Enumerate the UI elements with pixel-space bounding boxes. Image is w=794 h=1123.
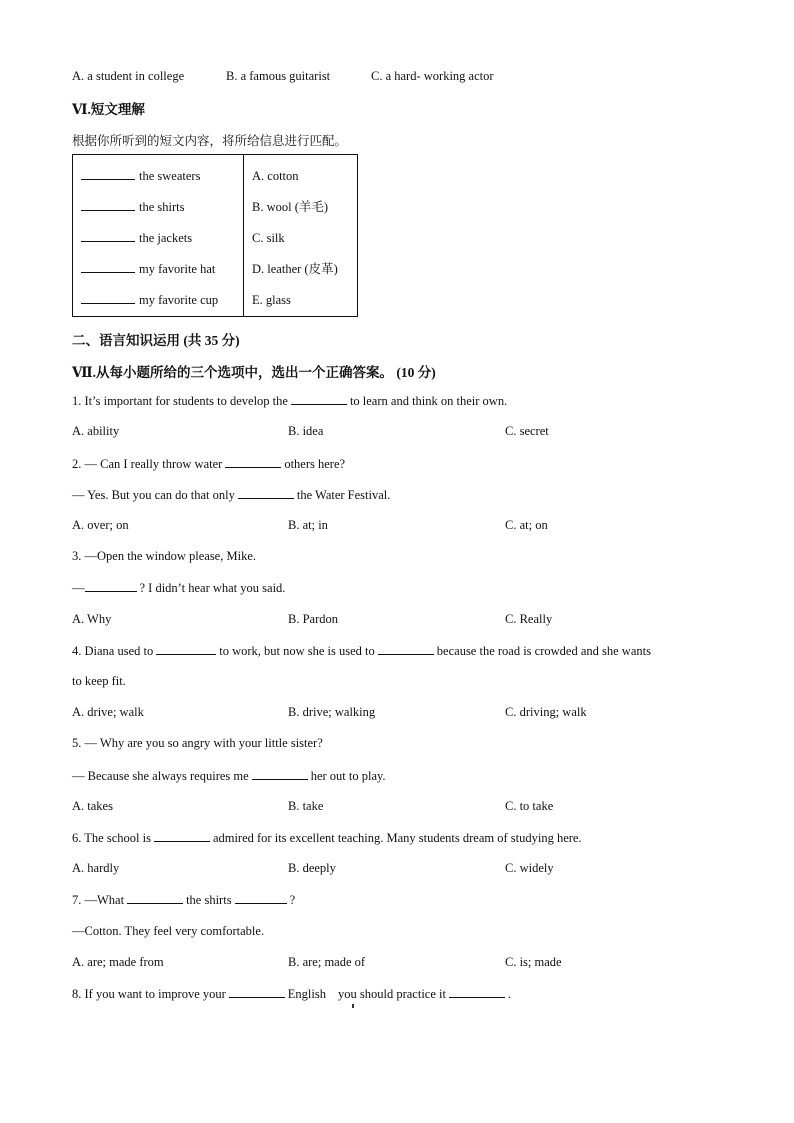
answer-blank[interactable]	[238, 487, 294, 499]
matching-right-item: B. wool (羊毛)	[252, 200, 329, 214]
q5-option-a: A. takes	[72, 799, 113, 813]
section-vii-title: Ⅶ.从每小题所给的三个选项中，选出一个正确答案。 (10 分)	[72, 365, 436, 380]
q1-option-b: B. idea	[288, 424, 324, 438]
q7-option-a: A. are; made from	[72, 955, 164, 969]
answer-blank[interactable]	[81, 289, 135, 304]
matching-right-column	[244, 155, 358, 317]
question-6: 6. The school is admired for its excellent teaching. Many students dream of studying here.	[72, 831, 582, 845]
q4-option-a: A. drive; walk	[72, 705, 144, 719]
q3-option-a: A. Why	[72, 612, 112, 626]
question-5-line-1: 5. — Why are you so angry with your little sister?	[72, 736, 323, 750]
q2-option-a: A. over; on	[72, 518, 129, 532]
answer-blank[interactable]	[449, 986, 505, 998]
question-2-line-2: — Yes. But you can do that only the Water Festival.	[72, 488, 391, 502]
q2-option-b: B. at; in	[288, 518, 328, 532]
matching-right-item: D. leather (皮革)	[252, 262, 338, 276]
matching-left-item: the sweaters	[73, 161, 243, 192]
q4-option-b: B. drive; walking	[288, 705, 376, 719]
answer-blank[interactable]	[81, 227, 135, 242]
answer-blank[interactable]	[81, 165, 135, 180]
answer-blank[interactable]	[156, 643, 216, 655]
section-vi-instruction: 根据你所听到的短文内容，将所给信息进行匹配。	[72, 134, 348, 148]
question-4-line-1: 4. Diana used to to work, but now she is used to because the road is crowded and she wants	[72, 644, 651, 658]
section-vi-title: Ⅵ.短文理解	[72, 102, 145, 117]
answer-blank[interactable]	[85, 580, 137, 592]
top-option-a: A. a student in college	[72, 69, 185, 83]
q5-option-b: B. take	[288, 799, 324, 813]
answer-blank[interactable]	[291, 393, 347, 405]
matching-table	[72, 154, 358, 317]
q7-option-c: C. is; made	[505, 955, 562, 969]
answer-blank[interactable]	[229, 986, 285, 998]
q6-option-c: C. widely	[505, 861, 554, 875]
answer-blank[interactable]	[154, 830, 210, 842]
answer-blank[interactable]	[127, 892, 183, 904]
q1-option-c: C. secret	[505, 424, 549, 438]
question-3-line-1: 3. —Open the window please, Mike.	[72, 549, 256, 563]
q6-option-a: A. hardly	[72, 861, 120, 875]
matching-left-item: my favorite cup	[73, 285, 243, 316]
answer-blank[interactable]	[235, 892, 287, 904]
answer-blank[interactable]	[225, 456, 281, 468]
matching-right-item: E. glass	[252, 293, 291, 307]
question-7-line-2: —Cotton. They feel very comfortable.	[72, 924, 265, 938]
q2-option-c: C. at; on	[505, 518, 548, 532]
q6-option-b: B. deeply	[288, 861, 336, 875]
question-5-line-2: — Because she always requires me her out to play.	[72, 769, 386, 783]
matching-right-item: C. silk	[252, 231, 285, 245]
matching-left-item: my favorite hat	[73, 254, 243, 285]
answer-blank[interactable]	[81, 196, 135, 211]
q3-option-c: C. Really	[505, 612, 553, 626]
stray-mark	[352, 1004, 354, 1008]
part-two-title: 二、语言知识运用 (共 35 分)	[72, 333, 240, 348]
answer-blank[interactable]	[378, 643, 434, 655]
q1-option-a: A. ability	[72, 424, 120, 438]
question-8: 8. If you want to improve your English you should practice it .	[72, 987, 512, 1001]
matching-left-item: the shirts	[73, 192, 243, 223]
q3-option-b: B. Pardon	[288, 612, 338, 626]
matching-left-item: the jackets	[73, 223, 243, 254]
q4-option-c: C. driving; walk	[505, 705, 587, 719]
top-option-c: C. a hard- working actor	[371, 69, 494, 83]
question-1: 1. It’s important for students to develop the to learn and think on their own.	[72, 394, 508, 408]
question-3-line-2: — ? I didn’t hear what you said.	[72, 581, 286, 595]
answer-blank[interactable]	[81, 258, 135, 273]
q7-option-b: B. are; made of	[288, 955, 366, 969]
matching-right-item: A. cotton	[252, 169, 299, 183]
question-4-line-2: to keep fit.	[72, 674, 126, 688]
answer-blank[interactable]	[252, 768, 308, 780]
top-option-b: B. a famous guitarist	[226, 69, 331, 83]
matching-left-column	[73, 155, 244, 317]
question-7-line-1: 7. —What the shirts ?	[72, 893, 296, 907]
q5-option-c: C. to take	[505, 799, 554, 813]
question-2-line-1: 2. — Can I really throw water others here?	[72, 457, 346, 471]
